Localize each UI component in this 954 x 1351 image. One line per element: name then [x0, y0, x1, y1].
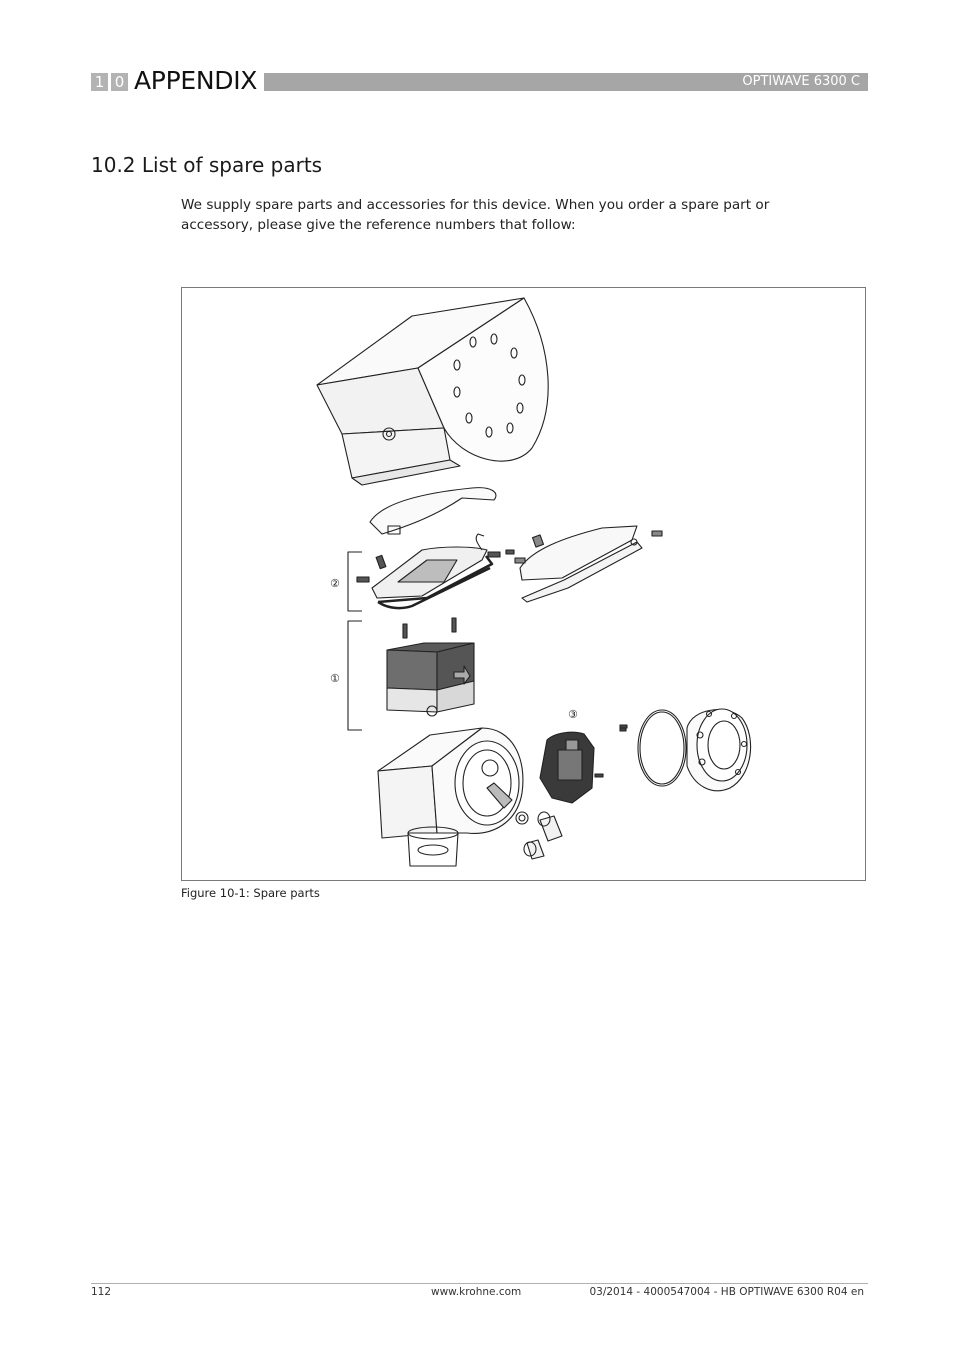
electronics-unit [348, 618, 474, 730]
exploded-view-drawing [182, 288, 865, 880]
figure-caption: Figure 10-1: Spare parts [181, 886, 320, 900]
chapter-digit-1: 1 [91, 73, 108, 91]
weather-cover [317, 298, 548, 485]
rear-cover [620, 709, 751, 791]
footer-divider [91, 1283, 868, 1284]
chapter-title: APPENDIX [134, 66, 258, 95]
callout-1: ① [330, 672, 340, 685]
cable-glands [524, 812, 562, 859]
product-name: OPTIWAVE 6300 C [742, 74, 860, 89]
chapter-digit-2: 0 [111, 73, 128, 91]
intro-paragraph: We supply spare parts and accessories for this device. When you order a spare part or accessory, please give the reference numbers that follow: [181, 197, 770, 233]
section-title: 10.2 List of spare parts [91, 153, 323, 177]
display-window-cover [370, 488, 496, 534]
display-frame-assembly [515, 526, 662, 602]
document-reference: 03/2014 - 4000547004 - HB OPTIWAVE 6300 R04 en [589, 1286, 864, 1298]
callout-2: ② [330, 577, 340, 590]
display-module [348, 534, 514, 611]
housing [378, 728, 528, 866]
page-number: 112 [91, 1286, 112, 1298]
terminal-module [540, 725, 627, 803]
page-header [91, 66, 868, 95]
callout-3: ③ [568, 708, 578, 721]
website-link[interactable]: www.krohne.com [431, 1286, 522, 1298]
header-bar [264, 73, 868, 91]
spare-parts-figure [181, 287, 866, 881]
